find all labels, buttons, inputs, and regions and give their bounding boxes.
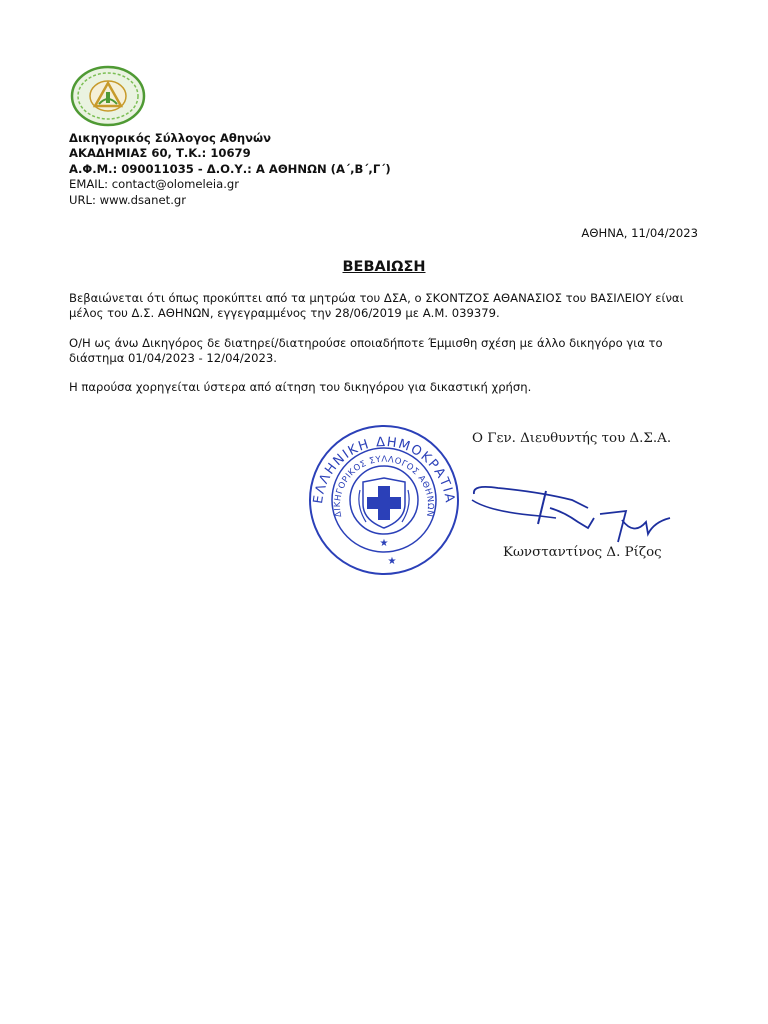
document-date: ΑΘΗΝΑ, 11/04/2023 xyxy=(581,226,698,240)
org-url: URL: www.dsanet.gr xyxy=(69,192,187,207)
paragraph-employment xyxy=(69,336,709,367)
official-stamp xyxy=(304,420,464,578)
svg-text:★: ★ xyxy=(379,538,389,549)
org-address: ΑΚΑΔΗΜΙΑΣ 60, Τ.Κ.: 10679 xyxy=(69,146,251,161)
handwritten-signature xyxy=(470,478,685,548)
association-logo xyxy=(66,64,150,128)
svg-text:ΔΙΚΗΓΟΡΙΚΟΣ ΣΥΛΛΟΓΟΣ ΑΘΗΝΩΝ: ΔΙΚΗΓΟΡΙΚΟΣ ΣΥΛΛΟΓΟΣ ΑΘΗΝΩΝ xyxy=(332,454,436,518)
paragraph-purpose: Η παρούσα χορηγείται ύστερα από αίτηση του δικηγόρου για δικαστική χρήση. xyxy=(69,380,532,394)
paragraph-line: Βεβαιώνεται ότι όπως προκύπτει από τα μητρώα του ΔΣΑ, ο ΣΚΟΝΤΖΟΣ ΑΘΑΝΑΣΙΟΣ του ΒΑΣΙΛΕΙΟΥ είναι xyxy=(69,291,684,305)
paragraph-line: μέλος του Δ.Σ. ΑΘΗΝΩΝ, εγγεγραμμένος την 28/06/2019 με Α.Μ. 039379. xyxy=(69,306,500,321)
paragraph-membership xyxy=(69,291,709,322)
signatory-name: Κωνσταντίνος Δ. Ρίζος xyxy=(503,545,662,560)
paragraph-line: διάστημα 01/04/2023 - 12/04/2023. xyxy=(69,351,277,366)
org-tax-info: Α.Φ.Μ.: 090011035 - Δ.Ο.Υ.: Α ΑΘΗΝΩΝ (Α΄,Β΄,Γ΄) xyxy=(69,161,391,176)
paragraph-line: Ο/Η ως άνω Δικηγόρος δε διατηρεί/διατηρούσε οποιαδήποτε Έμμισθη σχέση με άλλο δικηγόρο για το xyxy=(69,336,663,350)
letterhead xyxy=(69,131,391,208)
org-name: Δικηγορικός Σύλλογος Αθηνών xyxy=(69,131,271,145)
svg-text:★: ★ xyxy=(387,556,397,567)
coat-of-arms-icon xyxy=(359,478,409,528)
svg-text:ΕΛΛΗΝΙΚΗ ΔΗΜΟΚΡΑΤΙΑ: ΕΛΛΗΝΙΚΗ ΔΗΜΟΚΡΑΤΙΑ xyxy=(311,434,457,505)
org-email: EMAIL: contact@olomeleia.gr xyxy=(69,177,240,192)
document-title: ΒΕΒΑΙΩΣΗ xyxy=(342,259,426,275)
signatory-title: Ο Γεν. Διευθυντής του Δ.Σ.Α. xyxy=(472,431,672,446)
